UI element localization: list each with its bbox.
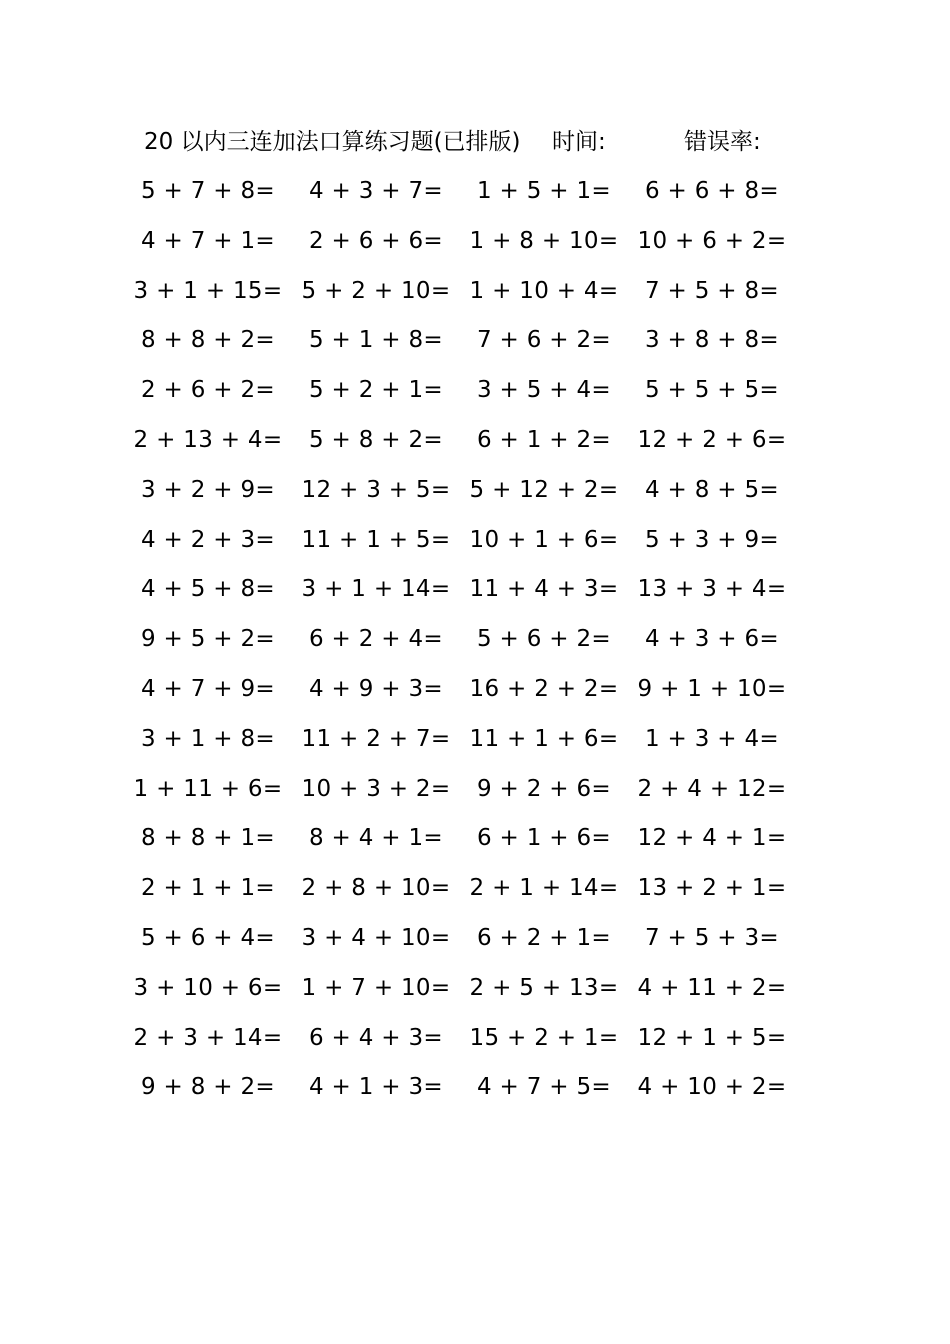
addition-problem: 2 + 1 + 14=	[469, 875, 619, 902]
addition-problem: 9 + 2 + 6=	[477, 775, 611, 802]
addition-problem: 12 + 2 + 6=	[637, 426, 787, 453]
problem-row	[0, 522, 950, 572]
addition-problem: 3 + 1 + 14=	[301, 576, 451, 603]
problem-row	[0, 223, 950, 273]
addition-problem: 11 + 4 + 3=	[469, 576, 619, 603]
addition-problem: 13 + 3 + 4=	[637, 576, 787, 603]
problem-row	[0, 820, 950, 870]
addition-problem: 2 + 13 + 4=	[133, 426, 283, 453]
worksheet-title: 20 以内三连加法口算练习题(已排版)	[144, 129, 521, 155]
problem-row	[0, 422, 950, 472]
addition-problem: 6 + 4 + 3=	[309, 1024, 443, 1051]
addition-problem: 2 + 6 + 6=	[309, 227, 443, 254]
addition-problem: 2 + 4 + 12=	[637, 775, 787, 802]
addition-problem: 10 + 1 + 6=	[469, 526, 619, 553]
addition-problem: 8 + 8 + 2=	[141, 327, 275, 354]
addition-problem: 5 + 5 + 5=	[645, 377, 779, 404]
problem-row	[0, 671, 950, 721]
addition-problem: 3 + 8 + 8=	[645, 327, 779, 354]
problem-row	[0, 771, 950, 821]
addition-problem: 1 + 7 + 10=	[301, 974, 451, 1001]
addition-problem: 12 + 3 + 5=	[301, 476, 451, 503]
addition-problem: 12 + 4 + 1=	[637, 825, 787, 852]
addition-problem: 6 + 2 + 4=	[309, 626, 443, 653]
addition-problem: 4 + 7 + 1=	[141, 227, 275, 254]
addition-problem: 5 + 2 + 1=	[309, 377, 443, 404]
addition-problem: 2 + 6 + 2=	[141, 377, 275, 404]
addition-problem: 4 + 7 + 9=	[141, 675, 275, 702]
addition-problem: 4 + 7 + 5=	[477, 1074, 611, 1101]
addition-problem: 8 + 4 + 1=	[309, 825, 443, 852]
addition-problem: 5 + 12 + 2=	[469, 476, 619, 503]
addition-problem: 4 + 11 + 2=	[637, 974, 787, 1001]
addition-problem: 2 + 1 + 1=	[141, 875, 275, 902]
addition-problem: 1 + 5 + 1=	[477, 178, 611, 204]
problem-grid	[0, 173, 950, 1119]
problem-row	[0, 721, 950, 771]
addition-problem: 5 + 8 + 2=	[309, 426, 443, 453]
addition-problem: 5 + 1 + 8=	[309, 327, 443, 354]
addition-problem: 6 + 6 + 8=	[645, 178, 779, 204]
problem-row	[0, 1020, 950, 1070]
problem-row	[0, 1069, 950, 1119]
addition-problem: 10 + 3 + 2=	[301, 775, 451, 802]
addition-problem: 3 + 1 + 15=	[133, 277, 283, 304]
addition-problem: 2 + 3 + 14=	[133, 1024, 283, 1051]
addition-problem: 5 + 6 + 2=	[477, 626, 611, 653]
addition-problem: 1 + 10 + 4=	[469, 277, 619, 304]
addition-problem: 2 + 8 + 10=	[301, 875, 451, 902]
addition-problem: 13 + 2 + 1=	[637, 875, 787, 902]
addition-problem: 4 + 2 + 3=	[141, 526, 275, 553]
addition-problem: 11 + 2 + 7=	[301, 725, 451, 752]
addition-problem: 9 + 8 + 2=	[141, 1074, 275, 1101]
time-label: 时间:	[552, 129, 606, 155]
addition-problem: 9 + 5 + 2=	[141, 626, 275, 653]
addition-problem: 4 + 8 + 5=	[645, 476, 779, 503]
addition-problem: 1 + 3 + 4=	[645, 725, 779, 752]
addition-problem: 4 + 5 + 8=	[141, 576, 275, 603]
problem-row	[0, 472, 950, 522]
worksheet-header	[0, 124, 950, 160]
addition-problem: 16 + 2 + 2=	[469, 675, 619, 702]
addition-problem: 15 + 2 + 1=	[469, 1024, 619, 1051]
addition-problem: 3 + 4 + 10=	[301, 924, 451, 951]
addition-problem: 9 + 1 + 10=	[637, 675, 787, 702]
problem-row	[0, 571, 950, 621]
error-rate-label: 错误率:	[684, 129, 761, 155]
problem-row	[0, 273, 950, 323]
addition-problem: 11 + 1 + 5=	[301, 526, 451, 553]
addition-problem: 7 + 6 + 2=	[477, 327, 611, 354]
problem-row	[0, 173, 950, 223]
addition-problem: 11 + 1 + 6=	[469, 725, 619, 752]
addition-problem: 4 + 3 + 7=	[309, 178, 443, 204]
problem-row	[0, 970, 950, 1020]
problem-row	[0, 920, 950, 970]
addition-problem: 8 + 8 + 1=	[141, 825, 275, 852]
addition-problem: 1 + 8 + 10=	[469, 227, 619, 254]
addition-problem: 5 + 7 + 8=	[141, 178, 275, 204]
addition-problem: 4 + 10 + 2=	[637, 1074, 787, 1101]
addition-problem: 2 + 5 + 13=	[469, 974, 619, 1001]
problem-row	[0, 621, 950, 671]
addition-problem: 3 + 5 + 4=	[477, 377, 611, 404]
addition-problem: 6 + 1 + 2=	[477, 426, 611, 453]
addition-problem: 3 + 2 + 9=	[141, 476, 275, 503]
addition-problem: 4 + 1 + 3=	[309, 1074, 443, 1101]
addition-problem: 10 + 6 + 2=	[637, 227, 787, 254]
addition-problem: 3 + 1 + 8=	[141, 725, 275, 752]
addition-problem: 12 + 1 + 5=	[637, 1024, 787, 1051]
addition-problem: 1 + 11 + 6=	[133, 775, 283, 802]
addition-problem: 5 + 2 + 10=	[301, 277, 451, 304]
addition-problem: 5 + 6 + 4=	[141, 924, 275, 951]
addition-problem: 6 + 2 + 1=	[477, 924, 611, 951]
addition-problem: 4 + 3 + 6=	[645, 626, 779, 653]
addition-problem: 3 + 10 + 6=	[133, 974, 283, 1001]
addition-problem: 4 + 9 + 3=	[309, 675, 443, 702]
addition-problem: 5 + 3 + 9=	[645, 526, 779, 553]
problem-row	[0, 372, 950, 422]
problem-row	[0, 870, 950, 920]
addition-problem: 7 + 5 + 8=	[645, 277, 779, 304]
addition-problem: 7 + 5 + 3=	[645, 924, 779, 951]
addition-problem: 6 + 1 + 6=	[477, 825, 611, 852]
problem-row	[0, 322, 950, 372]
